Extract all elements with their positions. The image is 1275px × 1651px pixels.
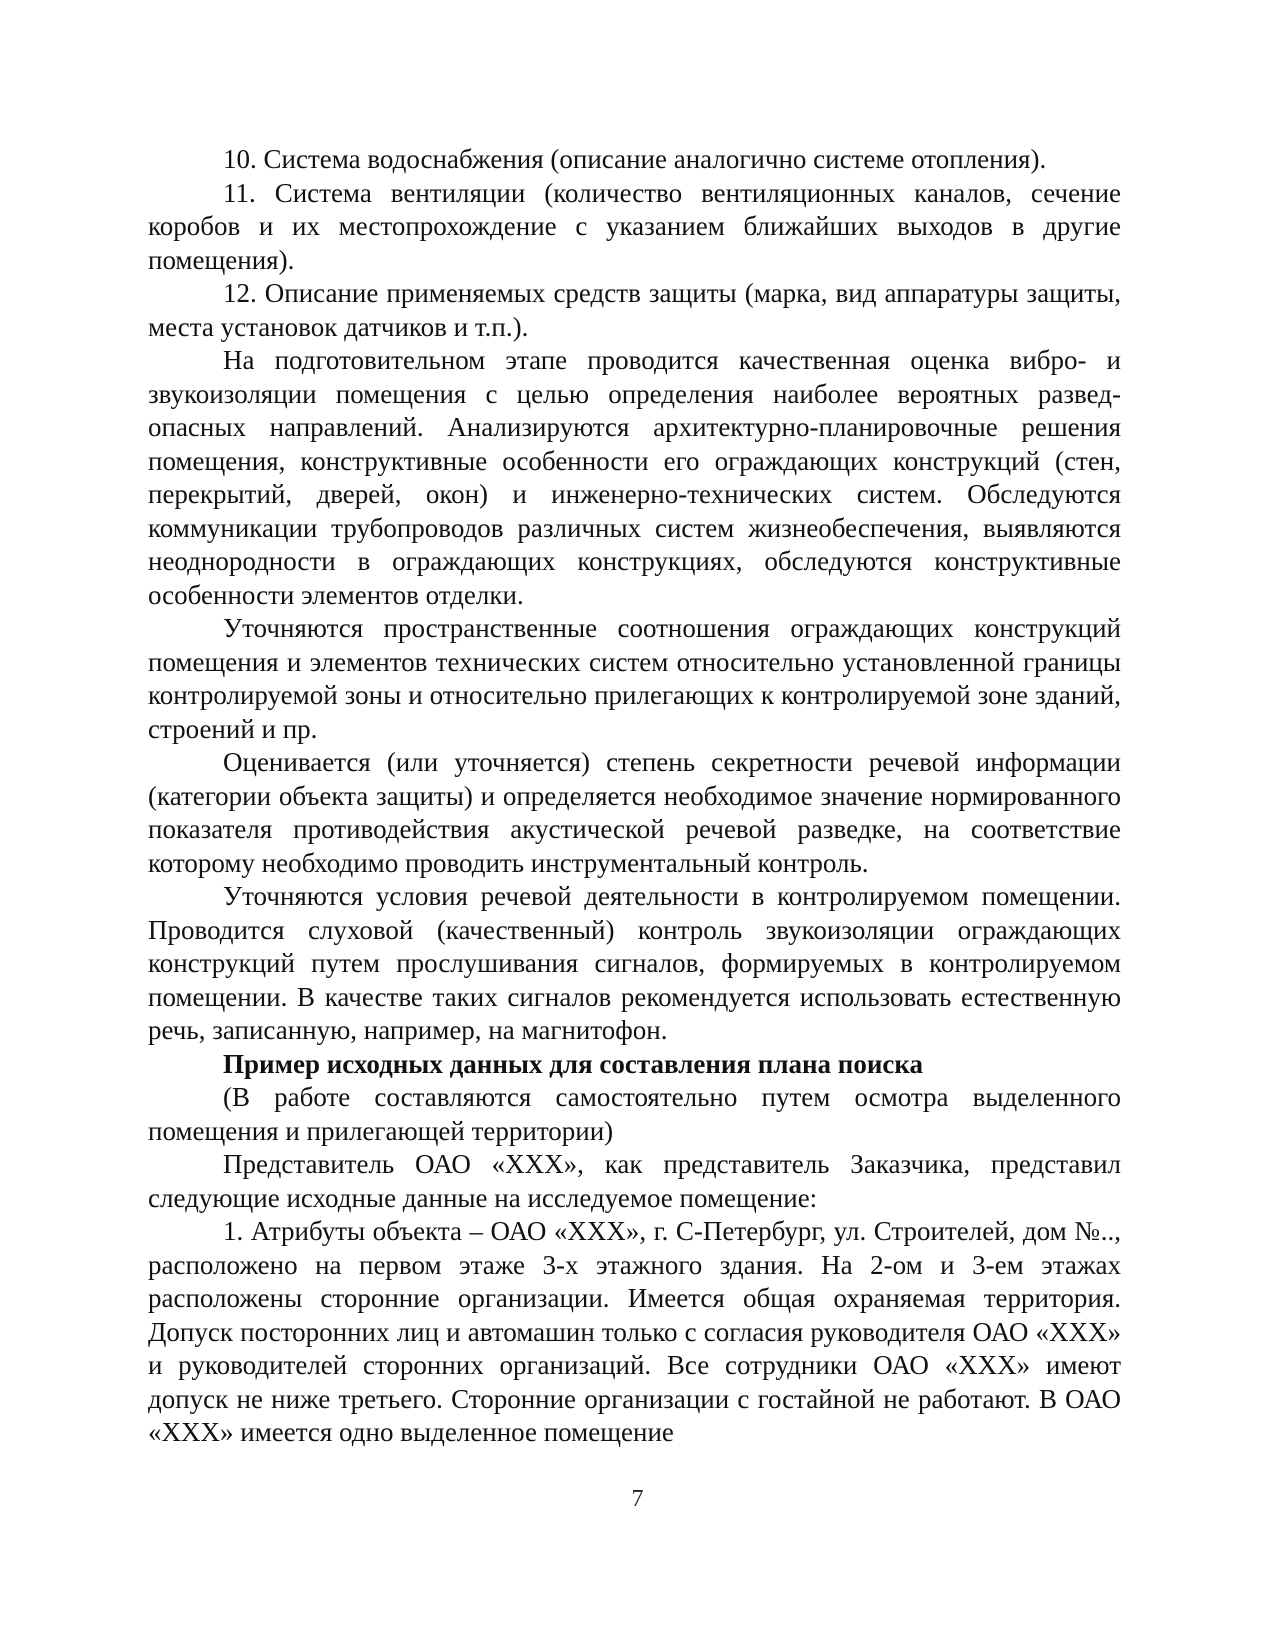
paragraph-ventilation: 11. Система вентиляции (количество вентиляционных каналов, сечение коробов и их местопрохождение с указанием ближайших выходов в другие помещения). [148,177,1121,275]
paragraph-customer-representative: Представитель ОАО «ХХХ», как представитель Заказчика, представил следующие исходные данные на исследуемое помещение: [148,1149,1121,1213]
paragraph-secrecy-level: Оценивается (или уточняется) степень секретности речевой информации (категории объекта защиты) и определяется необходимое значение нормированного показателя противодействия акустической речевой разведке, на соответствие которому необходимо проводить инструментальный контроль. [148,747,1121,878]
paragraph-water-supply: 10. Система водоснабжения (описание аналогично системе отопления). [223,144,1047,174]
page-body [148,143,1121,1450]
paragraph-protection-means: 12. Описание применяемых средств защиты (марка, вид аппаратуры защиты, места установок датчиков и т.п.). [148,278,1121,342]
paragraph-spatial-relations: Уточняются пространственные соотношения ограждающих конструкций помещения и элементов технических систем относительно установленной границы контролируемой зоны и относительно прилегающих к контролируемой зоне зданий, строений и пр. [148,613,1121,744]
section-heading: Пример исходных данных для составления плана поиска [223,1048,924,1079]
paragraph-object-attributes: 1. Атрибуты объекта – ОАО «ХХХ», г. С-Петербург, ул. Строителей, дом №.., расположено на первом этаже 3-х этажного здания. На 2-ом и 3-ем этажах расположены сторонние организации. Имеется общая охраняемая территория. Допуск посторонних лиц и автомашин только с согласия руководителя ОАО «ХХХ» и руководителей сторонних организаций. Все сотрудники ОАО «ХХХ» имеют допуск не ниже третьего. Сторонние организации с гостайной не работают. В ОАО «ХХХ» имеется одно выделенное помещение [148,1216,1121,1447]
page-number: 7 [631,1486,644,1512]
paragraph-speech-conditions: Уточняются условия речевой деятельности в контролируемом помещении. Проводится слуховой (качественный) контроль звукоизоляции ограждающих конструкций путем прослушивания сигналов, формируемых в контролируемом помещении. В качестве таких сигналов рекомендуется использовать естественную речь, записанную, например, на магнитофон. [148,881,1121,1045]
paragraph-preparatory-stage: На подготовительном этапе проводится качественная оценка вибро- и звукоизоляции помещения с целью определения наиболее вероятных разведопасных направлений. Анализируются архитектурно-планировочные решения помещения, конструктивные особенности его ограждающих конструкций (стен, перекрытий, дверей, окон) и инженерно-технических систем. Обследуются коммуникации трубопроводов различных систем жизнеобеспечения, выявляются неоднородности в ограждающих конструкциях, обследуются конструктивные особенности элементов отделки. [148,345,1121,610]
paragraph-note: (В работе составляются самостоятельно путем осмотра выделенного помещения и прилегающей территории) [148,1082,1121,1146]
